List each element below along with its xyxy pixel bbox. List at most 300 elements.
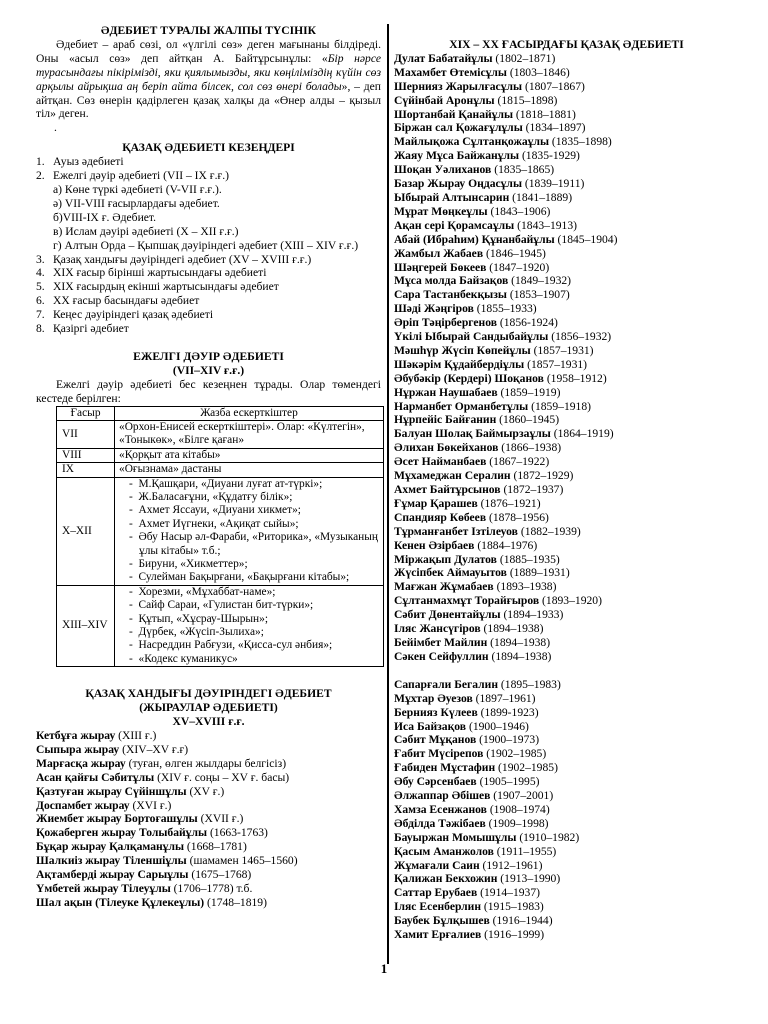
- poet-entry: [394, 775, 739, 789]
- period-item: [36, 266, 381, 280]
- poet-name: Шал ақын (Тілеуке Құлекеұлы): [36, 895, 205, 909]
- poet-name: Кетбұға жырау: [36, 729, 116, 742]
- poet-name: Әбу Сәрсенбаев: [394, 775, 477, 789]
- monument-text: Ахмет Яссауи, «Диуани хикмет»;: [138, 504, 301, 517]
- table-row: [57, 585, 384, 666]
- poet-name: Сапарғали Бегалин: [394, 677, 499, 691]
- poet-name: Хамза Есенжанов: [394, 802, 487, 816]
- poet-entry: [394, 608, 739, 622]
- poet-entry: [394, 580, 739, 594]
- period-item: [36, 169, 381, 183]
- monument-item: - Дүрбек, «Жүсіп-Зылиха»;: [129, 626, 264, 639]
- poet-years: (1914–1937): [477, 886, 541, 900]
- period-item: [36, 280, 381, 294]
- poet-name: Нұржан Наушабаев: [394, 385, 498, 399]
- monument-text: Құтып, «Хұсрау-Шырын»;: [138, 612, 268, 625]
- poet-years: (1818–1881): [513, 107, 576, 121]
- poet-name: Ахмет Байтұрсынов: [394, 483, 501, 496]
- header-century: Ғасыр: [57, 406, 115, 420]
- period-number: 2.: [36, 169, 45, 183]
- right-column: [394, 38, 739, 942]
- poet-entry: [394, 497, 739, 511]
- poet-entry: [394, 566, 739, 580]
- poet-name: Әлжаппар Әбішев: [394, 789, 491, 803]
- poet-years: (1889–1931): [506, 566, 570, 580]
- poet-years: (1841–1889): [509, 190, 573, 204]
- poet-name: Сұлтанмахмұт Торайғыров: [394, 594, 540, 608]
- monument-item: - Ахмет Яссауи, «Диуани хикмет»;: [129, 504, 301, 517]
- poet-name: Кенен Әзірбаев: [394, 538, 475, 552]
- poet-years: (1856-1924): [497, 316, 558, 330]
- poet-name: Доспамбет жырау: [36, 798, 130, 812]
- poet-name: Мағжан Жұмабаев: [394, 580, 494, 594]
- poet-years: (1856–1932): [548, 330, 612, 344]
- poet-years: (1894–1938): [488, 649, 552, 663]
- poet-name: Қалижан Бекхожин: [394, 872, 498, 886]
- poet-name: Әбубәкір (Кердері) Шоқанов: [394, 371, 544, 385]
- poet-entry: [394, 177, 739, 191]
- poet-years: (1843–1906): [487, 204, 551, 218]
- period-number: 1.: [36, 155, 45, 169]
- period-text: в) Ислам дәуірі әдебиеті (Х – ХІІ ғ.ғ.): [53, 224, 239, 238]
- poet-name: Иса Байзақов: [394, 719, 467, 733]
- monument-item: - Хорезми, «Мұхаббат-наме»;: [129, 585, 276, 598]
- poet-name: Сәбит Дөнентайұлы: [394, 608, 501, 622]
- poet-entry: [394, 706, 739, 720]
- poet-entry: [394, 233, 739, 247]
- poet-entry: [36, 854, 381, 868]
- period-item: [36, 294, 381, 308]
- poet-years: (1893–1938): [493, 580, 557, 594]
- poet-entry: [394, 247, 739, 261]
- poet-name: Жұмағали Саин: [394, 858, 480, 872]
- poet-entry: [394, 163, 739, 177]
- poet-name: Шәді Жәңгіров: [394, 302, 474, 316]
- poet-name: Шәңгерей Бөкеев: [394, 260, 487, 274]
- poet-years: (1857–1931): [530, 343, 594, 357]
- poet-years: (1845–1904): [554, 232, 618, 246]
- poet-years: (1876–1921): [477, 496, 541, 510]
- poet-years: (1895–1983): [498, 677, 561, 691]
- poet-entry: [394, 386, 739, 400]
- poet-name: Сыпыра жырау: [36, 742, 120, 756]
- poet-name: Ғабит Мүсірепов: [394, 747, 484, 761]
- monument-text: Насреддин Рабғузи, «Қисса-сул әнбия»;: [138, 639, 333, 652]
- poet-entry: [394, 636, 739, 650]
- poet-name: Нарманбет Орманбетұлы: [394, 399, 529, 413]
- poet-name: Бернияз Күлеев: [394, 705, 478, 719]
- poet-years: (1706–1778) т.б.: [170, 881, 253, 895]
- poet-name: Іляс Есенберлин: [394, 900, 481, 914]
- monument-text: «Кодекс куманикус»: [138, 652, 238, 665]
- poet-entry: [394, 135, 739, 149]
- period-number: 6.: [36, 294, 45, 308]
- poet-years: (1885–1935): [496, 552, 560, 566]
- poet-name: Әбділда Тәжібаев: [394, 816, 486, 830]
- period-item: [36, 155, 381, 169]
- poet-name: Асан қайғы Сәбитұлы: [36, 770, 155, 784]
- poet-entry: [394, 553, 739, 567]
- period-item: [36, 322, 381, 336]
- century-cell: Х–ХІІ: [57, 477, 115, 585]
- poet-name: Ақтамберді жырау Сарыұлы: [36, 868, 189, 882]
- poet-name: Қасым Аманжолов: [394, 844, 494, 858]
- monuments-cell: [115, 463, 384, 477]
- poet-years: (1663-1763): [207, 826, 268, 840]
- poet-entry: [394, 455, 739, 469]
- poet-name: Әлихан Бөкейханов: [394, 441, 499, 455]
- ancient-title: ЕЖЕЛГІ ДӘУІР ӘДЕБИЕТІ: [133, 349, 284, 363]
- monument-item: - Насреддин Рабғузи, «Қисса-сул әнбия»;: [129, 639, 333, 652]
- poet-years: (1835–1865): [491, 163, 555, 177]
- poet-entry: [394, 622, 739, 636]
- poet-name: Бейімбет Майлин: [394, 635, 488, 649]
- poet-years: (шамамен 1465–1560): [186, 854, 298, 868]
- poet-entry: [394, 872, 739, 886]
- poet-entry: [394, 80, 739, 94]
- poet-entry: [394, 219, 739, 233]
- poet-years: (1803–1846): [506, 65, 570, 79]
- poet-entry: [36, 896, 381, 910]
- poet-entry: [394, 66, 739, 80]
- poet-entry: [394, 358, 739, 372]
- century-cell: VIII: [57, 448, 115, 462]
- poet-name: Спандияр Көбеев: [394, 510, 487, 524]
- poet-name: Махамбет Өтемісұлы: [394, 65, 507, 79]
- monument-item: - Құтып, «Хұсрау-Шырын»;: [129, 612, 268, 625]
- monument-text: «Орхон-Енисей ескерткіштері». Олар: «Күлтегін», «Тоныкөк», «Білге қаған»: [119, 420, 365, 447]
- table-row: [57, 448, 384, 462]
- monument-text: «Оғызнама» дастаны: [119, 463, 222, 476]
- poet-years: (1912–1961): [479, 858, 543, 872]
- poet-entry: [394, 261, 739, 275]
- poet-years: (1911–1955): [493, 844, 557, 858]
- poet-years: (1872–1929): [510, 469, 574, 483]
- poet-years: (1908–1974): [486, 802, 550, 816]
- poet-name: Шернияз Жарылғасұлы: [394, 79, 523, 93]
- poet-years: (1847–1920): [486, 260, 550, 274]
- poet-entry: [36, 812, 381, 826]
- poet-years: (1668–1781): [184, 840, 247, 854]
- poet-entry: [394, 720, 739, 734]
- poet-years: (ХVІІ ғ.): [197, 812, 244, 826]
- poet-name: Тұрманғанбет Ізтілеуов: [394, 524, 518, 538]
- monuments-cell: [115, 448, 384, 462]
- poet-name: Шортанбай Қанайұлы: [394, 107, 514, 121]
- period-text: ХІХ ғасырдың екінші жартысындағы әдебиет: [53, 280, 279, 294]
- poet-name: Мұхамеджан Сералин: [394, 469, 511, 483]
- monument-item: - М.Қашқари, «Диуани луғат ат-түркі»;: [129, 477, 323, 490]
- poet-years: (1897–1961): [472, 691, 536, 705]
- poet-entry: [36, 868, 381, 882]
- poet-years: (1867–1922): [486, 455, 550, 469]
- monument-text: Хорезми, «Мұхаббат-наме»;: [138, 585, 276, 598]
- monument-text: Бируни, «Хикметтер»;: [138, 558, 248, 571]
- poet-years: (1855–1933): [473, 302, 537, 316]
- poet-entry: [394, 886, 739, 900]
- intro-title: ӘДЕБИЕТ ТУРАЛЫ ЖАЛПЫ ТҮСІНІК: [100, 24, 317, 37]
- poet-years: (1872–1937): [500, 483, 564, 496]
- poet-name: Шоқан Уәлиханов: [394, 163, 492, 177]
- poet-years: (1802–1871): [492, 51, 556, 65]
- poet-years: (1866–1938): [498, 441, 562, 455]
- monument-text: М.Қашқари, «Диуани луғат ат-түркі»;: [138, 477, 323, 490]
- period-item: [36, 308, 381, 322]
- left-column: [36, 24, 381, 910]
- period-text: б)VIII-IX ғ. Әдебиет.: [53, 210, 157, 224]
- poet-name: Сара Тастанбекқызы: [394, 288, 507, 302]
- poet-years: (1835–1898): [549, 135, 612, 149]
- poet-years: (1835-1929): [519, 149, 580, 163]
- poet-years: (1905–1995): [476, 775, 540, 789]
- poet-entry: [394, 316, 739, 330]
- poet-name: Үкілі Ыбырай Сандыбайұлы: [394, 330, 549, 344]
- poet-name: Сүйінбай Аронұлы: [394, 93, 495, 107]
- poet-entry: [394, 274, 739, 288]
- poet-name: Шәкәрім Құдайбердіұлы: [394, 357, 525, 371]
- period-item: [36, 253, 381, 267]
- poet-name: Ғабиден Мұстафин: [394, 761, 496, 775]
- poet-years: (1859–1919): [497, 385, 561, 399]
- khanate-subtitle: (ЖЫРАУЛАР ӘДЕБИЕТІ): [139, 701, 278, 715]
- century-cell: IX: [57, 463, 115, 477]
- period-text: ХІХ ғасыр бірінші жартысындағы әдебиеті: [53, 266, 267, 280]
- poet-name: Майлықожа Сұлтанқожаұлы: [394, 135, 549, 149]
- poet-years: (1894–1938): [480, 622, 544, 636]
- poet-years: (1913–1990): [497, 872, 561, 886]
- period-number: 7.: [36, 308, 45, 322]
- poet-name: Абай (Ибраһим) Құнанбайұлы: [394, 232, 555, 246]
- poet-name: Сәкен Сейфуллин: [394, 649, 489, 663]
- table-row: [57, 463, 384, 477]
- poet-entry: [394, 900, 739, 914]
- poet-name: Жамбыл Жабаев: [394, 246, 484, 260]
- poet-years: (1907–2001): [490, 789, 554, 803]
- poet-years: (ХІІІ ғ.): [115, 729, 157, 742]
- period-text: Қазіргі әдебиет: [53, 322, 129, 336]
- monuments-table: [56, 406, 384, 668]
- poet-name: Қожаберген жырау Толыбайұлы: [36, 826, 208, 840]
- poet-name: Базар Жырау Оңдасұлы: [394, 177, 522, 191]
- poet-entry: [394, 761, 739, 775]
- poet-entry: [394, 845, 739, 859]
- monument-item: - Ж.Баласағұни, «Құдатғу білік»;: [129, 491, 293, 503]
- period-item: [36, 197, 381, 211]
- poet-years: (1807–1867): [522, 79, 585, 93]
- xix-xx-title: ХІХ – ХХ ҒАСЫРДАҒЫ ҚАЗАҚ ӘДЕБИЕТІ: [449, 38, 684, 51]
- poet-entry: [394, 427, 739, 441]
- table-row: [57, 477, 384, 585]
- poets-list-a: [394, 52, 739, 664]
- poet-entry: [394, 441, 739, 455]
- intro-quote: Бір нәрсе турасындағы пікірімізді, яки қиялымызды, яки көңіліміздің күйін сөз арқылы айрықша аң беріп айта білсек, сол сөз өнері болады: [36, 51, 381, 93]
- monument-text: «Қорқыт ата кітабы»: [119, 448, 221, 461]
- monument-item: - «Кодекс куманикус»: [129, 652, 238, 665]
- poet-years: (1834–1897): [522, 121, 586, 135]
- poet-name: Дулат Бабатайұлы: [394, 51, 493, 65]
- poet-years: (1859–1918): [528, 399, 591, 413]
- ancient-subtitle: (VII–XIV ғ.ғ.): [172, 363, 245, 377]
- poet-years: (1894–1938): [487, 635, 551, 649]
- poet-name: Мұрат Мөңкеұлы: [394, 204, 488, 218]
- poets-list-b: [394, 678, 739, 942]
- poet-name: Қазтуған жырау Сүйіншұлы: [36, 784, 187, 798]
- poet-entry: [36, 743, 381, 757]
- period-text: Ауыз әдебиеті: [53, 155, 124, 169]
- period-item: [36, 239, 381, 253]
- poet-entry: [36, 771, 381, 785]
- poet-entry: [394, 413, 739, 427]
- poet-entry: [394, 650, 739, 664]
- monument-text: Ахмет Иүгнеки, «Ақиқат сыйы»;: [138, 517, 299, 530]
- poet-years: (1815–1898): [494, 93, 558, 107]
- poet-entry: [394, 525, 739, 539]
- poet-years: (ХІV ғ. соңы – ХV ғ. басы): [154, 770, 290, 784]
- poet-name: Міржақып Дулатов: [394, 552, 497, 566]
- poet-name: Бауыржан Момышұлы: [394, 830, 517, 844]
- poet-years: (1916–1999): [481, 928, 545, 942]
- monument-text: Дүрбек, «Жүсіп-Зылиха»;: [138, 626, 264, 639]
- poet-entry: [394, 483, 739, 497]
- poet-years: (1878–1956): [486, 510, 549, 524]
- poet-entry: [394, 191, 739, 205]
- poet-years: (1902–1985): [483, 747, 547, 761]
- poet-entry: [394, 859, 739, 873]
- poet-entry: [394, 205, 739, 219]
- poet-name: Әсет Найманбаев: [394, 455, 487, 469]
- period-text: а) Көне түркі әдебиеті (V-VII ғ.ғ.).: [53, 182, 222, 196]
- monuments-cell: [115, 477, 384, 585]
- poet-entry: [394, 302, 739, 316]
- monument-text: Сулейман Бақырғани, «Бақырғани кітабы»;: [138, 571, 350, 584]
- periods-title: ҚАЗАҚ ӘДЕБИЕТІ КЕЗЕҢДЕРІ: [122, 141, 295, 155]
- poet-years: (1849–1932): [508, 274, 572, 288]
- poet-entry: [394, 747, 739, 761]
- poet-entry: [394, 149, 739, 163]
- poet-entry: [394, 733, 739, 747]
- poet-years: (1894–1933): [500, 608, 564, 622]
- poet-years: (1860–1945): [496, 413, 560, 427]
- intro-text: Әдебиет – араб сөзі, ол «үлгілі сөз» деген мағынаны білдіреді. Оны «асыл сөз» деп айтқан А. Байтұрсынұлы: «: [36, 37, 381, 65]
- poet-entry: [394, 594, 739, 608]
- poet-years: (1902–1985): [495, 761, 558, 775]
- poet-entry: [36, 826, 381, 840]
- poet-name: Сәбит Мұқанов: [394, 733, 477, 747]
- poet-name: Біржан сал Қожағұлұлы: [394, 121, 523, 135]
- monument-item: - Ахмет Иүгнеки, «Ақиқат сыйы»;: [129, 517, 299, 530]
- poet-name: Шалкиіз жырау Тіленшіұлы: [36, 854, 187, 868]
- poet-years: (1900–1973): [476, 733, 540, 747]
- poet-name: Үмбетей жырау Тілеуұлы: [36, 881, 171, 895]
- period-text: ХХ ғасыр басындағы әдебиет: [53, 294, 200, 308]
- poet-entry: [394, 330, 739, 344]
- poet-years: (1958–1912): [543, 371, 607, 385]
- poet-years: (ХVІ ғ.): [129, 798, 172, 812]
- poet-name: Марғасқа жырау: [36, 756, 126, 770]
- poet-years: (1909–1998): [485, 816, 549, 830]
- poet-name: Нұрпейіс Байғанин: [394, 413, 497, 427]
- poet-years: (1910–1982): [516, 830, 580, 844]
- poet-entry: [36, 799, 381, 813]
- poet-entry: [394, 288, 739, 302]
- period-number: 8.: [36, 322, 45, 336]
- period-item: [36, 211, 381, 225]
- poet-name: Мұхтар Әуезов: [394, 691, 473, 705]
- poet-years: (1843–1913): [514, 218, 578, 232]
- period-number: 5.: [36, 280, 45, 294]
- poet-entry: [36, 840, 381, 854]
- poet-years: (1857–1931): [524, 357, 588, 371]
- period-text: Кеңес дәуіріндегі қазақ әдебиеті: [53, 308, 214, 322]
- poet-name: Баубек Бұлқышев: [394, 914, 490, 928]
- poet-entry: [394, 372, 739, 386]
- poet-name: Балуан Шолақ Баймырзаұлы: [394, 427, 551, 441]
- poet-name: Ғұмар Қарашев: [394, 496, 478, 510]
- poet-entry: [36, 729, 381, 743]
- table-row: [57, 420, 384, 448]
- poet-name: Жүсіпбек Аймауытов: [394, 566, 507, 580]
- poet-name: Саттар Ерубаев: [394, 886, 478, 900]
- period-item: [36, 225, 381, 239]
- poet-name: Хамит Ерғалиев: [394, 928, 482, 942]
- ancient-intro: Ежелгі дәуір әдебиеті бес кезеңнен тұрады. Олар төмендегі кестеде берілген:: [36, 377, 381, 405]
- poet-entry: [394, 803, 739, 817]
- poet-name: Мұса молда Байзақов: [394, 274, 509, 288]
- column-divider: [387, 24, 389, 964]
- poet-entry: [394, 692, 739, 706]
- poet-years: (1893–1920): [539, 594, 602, 608]
- poet-entry: [394, 539, 739, 553]
- poet-years: (туған, өлген жылдары белгісіз): [125, 756, 287, 770]
- poet-entry: [394, 789, 739, 803]
- poet-entry: [394, 831, 739, 845]
- poet-years: (ХІV–ХV ғ.ғ): [119, 742, 189, 756]
- poet-name: Іляс Жансүгіров: [394, 622, 481, 636]
- monument-item: - Бируни, «Хикметтер»;: [129, 558, 248, 571]
- poet-entry: [36, 785, 381, 799]
- monuments-cell: [115, 585, 384, 666]
- poet-years: (1864–1919): [550, 427, 614, 441]
- century-cell: ХІІІ–ХІV: [57, 585, 115, 666]
- monument-text: Ж.Баласағұни, «Құдатғу білік»;: [138, 491, 293, 503]
- period-text: Қазақ хандығы дәуіріндегі әдебиет (ХV – ХVІІІ ғ.ғ.): [53, 252, 312, 266]
- poet-years: (1900–1946): [466, 719, 529, 733]
- poet-years: (1839–1911): [522, 177, 585, 191]
- poet-entry: [394, 914, 739, 928]
- poet-entry: [394, 469, 739, 483]
- khanate-poets-list: [36, 729, 381, 910]
- period-text: Ежелгі дәуір әдебиеті (VII – IX ғ.ғ.): [53, 169, 229, 183]
- monuments-cell: [115, 420, 384, 448]
- page-number: 1: [380, 961, 388, 976]
- poet-entry: [394, 678, 739, 692]
- intro-paragraph: [36, 38, 381, 121]
- monument-text: Сайф Сараи, «Гулистан бит-түрки»;: [138, 599, 314, 612]
- monument-item: - Сулейман Бақырғани, «Бақырғани кітабы»;: [129, 571, 350, 584]
- khanate-title: ҚАЗАҚ ХАНДЫҒЫ ДӘУІРІНДЕГІ ӘДЕБИЕТ: [85, 687, 332, 701]
- period-number: 3.: [36, 252, 45, 266]
- poet-years: (1853–1907): [506, 288, 570, 302]
- period-text: г) Алтын Орда – Қыпшақ дәуіріндегі әдебиет (ХІІІ – ХІV ғ.ғ.): [53, 238, 359, 252]
- monument-text: Әбу Насыр әл-Фараби, «Риторика», «Музыканың ұлы кітабы» т.б.;: [138, 531, 378, 557]
- poet-years: (1915–1983): [481, 900, 544, 914]
- periods-list: [36, 155, 381, 336]
- poet-years: (1846–1945): [483, 246, 546, 260]
- poet-entry: [394, 400, 739, 414]
- poet-years: (1899-1923): [477, 705, 539, 719]
- poet-years: (1916–1944): [489, 914, 553, 928]
- poet-years: (1675–1768): [188, 868, 252, 882]
